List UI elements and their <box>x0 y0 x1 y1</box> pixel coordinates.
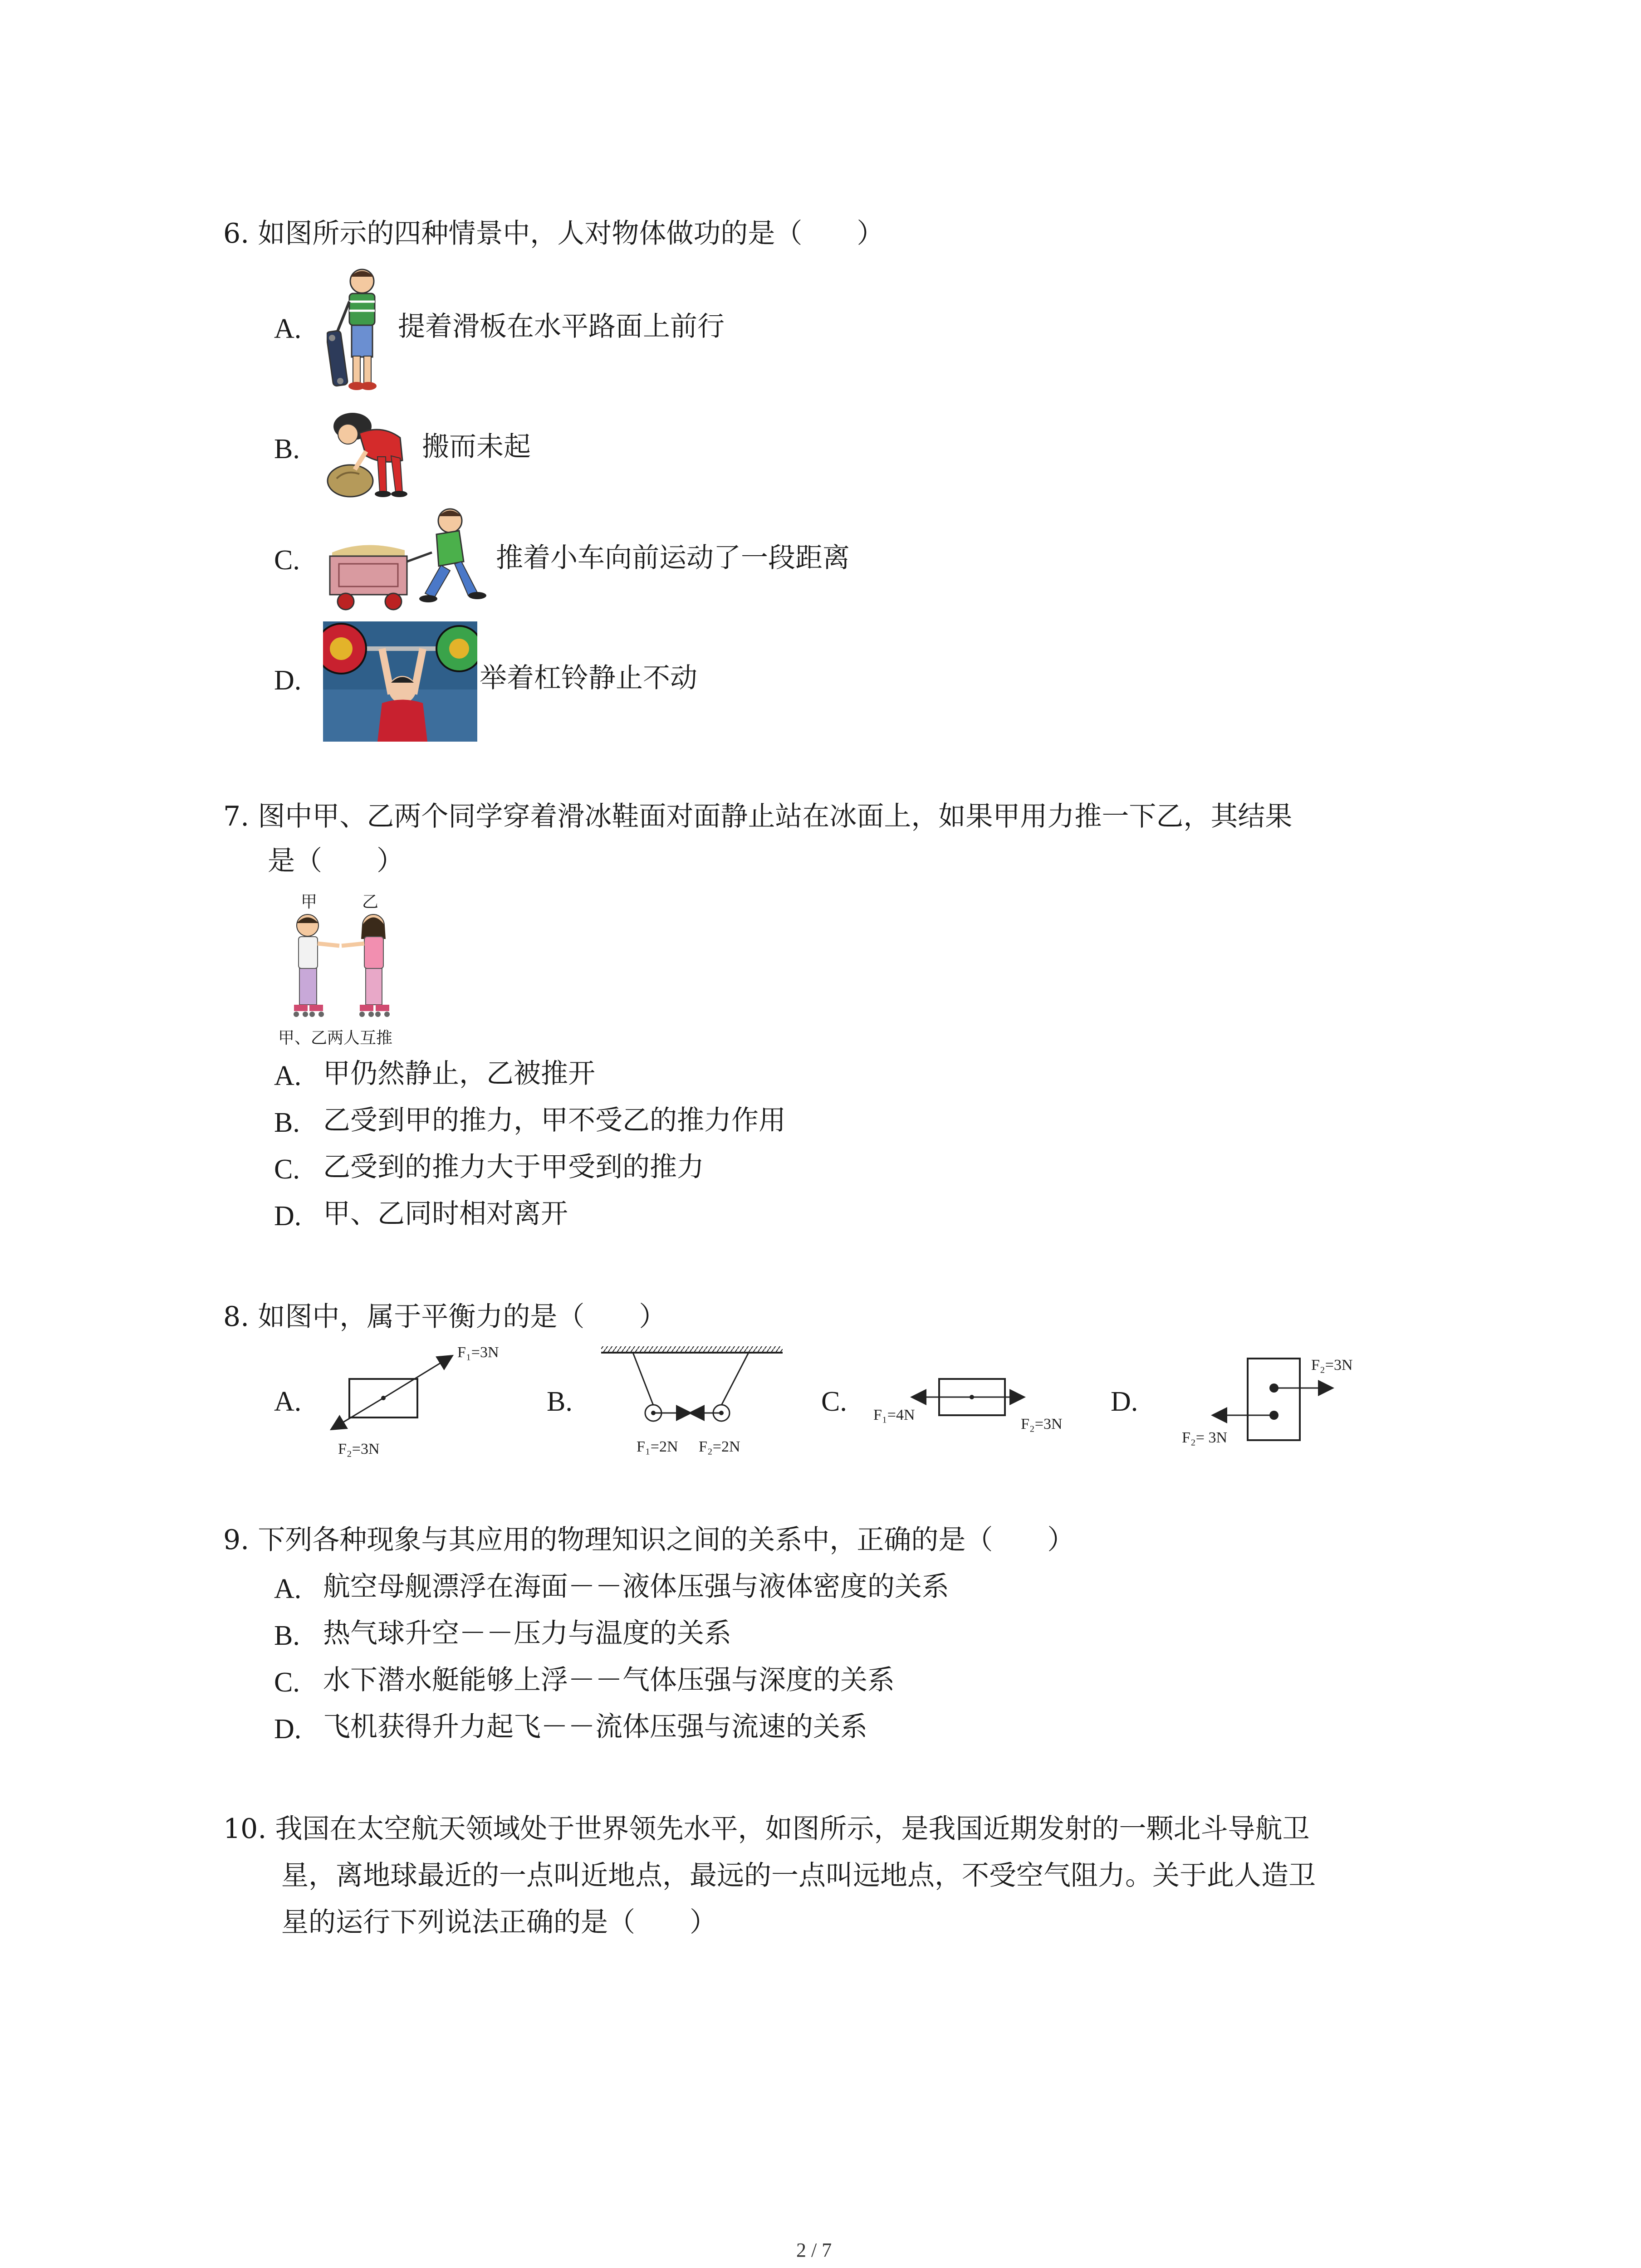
q10-line3: 星的运行下列说法正确的是（ ） <box>281 1906 717 1938</box>
q7-option-b-text: 乙受到甲的推力，甲不受乙的推力作用 <box>323 1105 786 1136</box>
q8-figure-b <box>597 1343 785 1465</box>
q7-option-b-letter: B. <box>274 1107 300 1138</box>
q10-line1: 10. 我国在太空航天领域处于世界领先水平，如图所示，是我国近期发射的一颗北斗导航卫 <box>223 1813 1310 1845</box>
q9-option-d-text: 飞机获得升力起飞－－流体压强与流速的关系 <box>323 1711 867 1743</box>
q7-figure-label-left: 甲 <box>301 892 318 911</box>
q9-option-b-text: 热气球升空－－压力与温度的关系 <box>323 1618 731 1649</box>
q7-option-d-text: 甲、乙同时相对离开 <box>323 1198 568 1230</box>
q8-figure-c <box>871 1356 1084 1447</box>
q7-option-c-text: 乙受到的推力大于甲受到的推力 <box>323 1151 704 1183</box>
q8-option-a-letter: A. <box>274 1386 302 1417</box>
q9-option-c-letter: C. <box>274 1667 300 1698</box>
q8-c-f1-label: F₁=4N <box>873 1407 915 1423</box>
q9-option-a-text: 航空母舰漂浮在海面－－液体压强与液体密度的关系 <box>323 1571 949 1603</box>
q8-figure-a <box>327 1343 517 1465</box>
q7-option-a-letter: A. <box>274 1061 302 1091</box>
q8-option-d-letter: D. <box>1111 1386 1138 1417</box>
person-pushing-cart-image <box>323 503 493 616</box>
q8-b-f1-label: F₁=2N <box>637 1438 678 1455</box>
q6-option-d-text: 举着杠铃静止不动 <box>480 662 697 694</box>
q8-d-f1-label: F₂=3N <box>1311 1357 1353 1374</box>
q9-option-d-letter: D. <box>274 1714 302 1745</box>
q8-option-b-letter: B. <box>547 1386 573 1417</box>
q8-stem: 8. 如图中，属于平衡力的是（ ） <box>223 1301 666 1333</box>
page-number: 2 / 7 <box>796 2239 832 2261</box>
q6-option-d-letter: D. <box>274 665 302 696</box>
q6-option-c-letter: C. <box>274 545 300 576</box>
q7-option-c-letter: C. <box>274 1154 300 1185</box>
q7-option-d-letter: D. <box>274 1201 302 1232</box>
q6-option-a-text: 提着滑板在水平路面上前行 <box>398 311 725 342</box>
two-skaters-pushing-image <box>276 907 407 1023</box>
q7-stem-line2: 是（ ） <box>268 845 404 877</box>
q6-option-c-text: 推着小车向前运动了一段距离 <box>496 542 850 574</box>
q6-stem: 6. 如图所示的四种情景中，人对物体做功的是（ ） <box>223 218 884 249</box>
q6-option-b-letter: B. <box>274 434 300 464</box>
q7-figure-caption: 甲、乙两人互推 <box>278 1028 393 1047</box>
q7-figure <box>276 889 407 1046</box>
q8-a-f1-label: F₁=3N <box>457 1344 499 1361</box>
q8-option-c-letter: C. <box>821 1386 847 1417</box>
q7-stem-line1: 7. 图中甲、乙两个同学穿着滑冰鞋面对面静止站在冰面上，如果甲用力推一下乙，其结果 <box>223 801 1293 832</box>
q8-d-f2-label: F₂= 3N <box>1182 1429 1227 1446</box>
q8-b-f2-label: F₂=2N <box>699 1438 740 1455</box>
person-lifting-rock-image <box>323 406 416 499</box>
q8-c-f2-label: F₂=3N <box>1021 1416 1063 1432</box>
q6-option-b-text: 搬而未起 <box>422 431 531 463</box>
q7-option-a-text: 甲仍然静止，乙被推开 <box>323 1058 595 1090</box>
q8-figure-d <box>1175 1354 1375 1454</box>
q7-figure-label-right: 乙 <box>362 892 379 911</box>
q10-line2: 星，离地球最近的一点叫近地点，最远的一点叫远地点，不受空气阻力。关于此人造卫 <box>281 1860 1316 1892</box>
q9-option-a-letter: A. <box>274 1574 302 1604</box>
q9-option-b-letter: B. <box>274 1620 300 1651</box>
q8-a-f2-label: F₂=3N <box>338 1441 380 1457</box>
boy-carrying-skateboard-image <box>327 265 395 397</box>
q6-option-a-letter: A. <box>274 313 302 344</box>
q9-stem: 9. 下列各种现象与其应用的物理知识之间的关系中，正确的是（ ） <box>223 1524 1075 1556</box>
q9-option-c-text: 水下潜水艇能够上浮－－气体压强与深度的关系 <box>323 1664 895 1696</box>
weightlifter-image <box>323 621 477 742</box>
